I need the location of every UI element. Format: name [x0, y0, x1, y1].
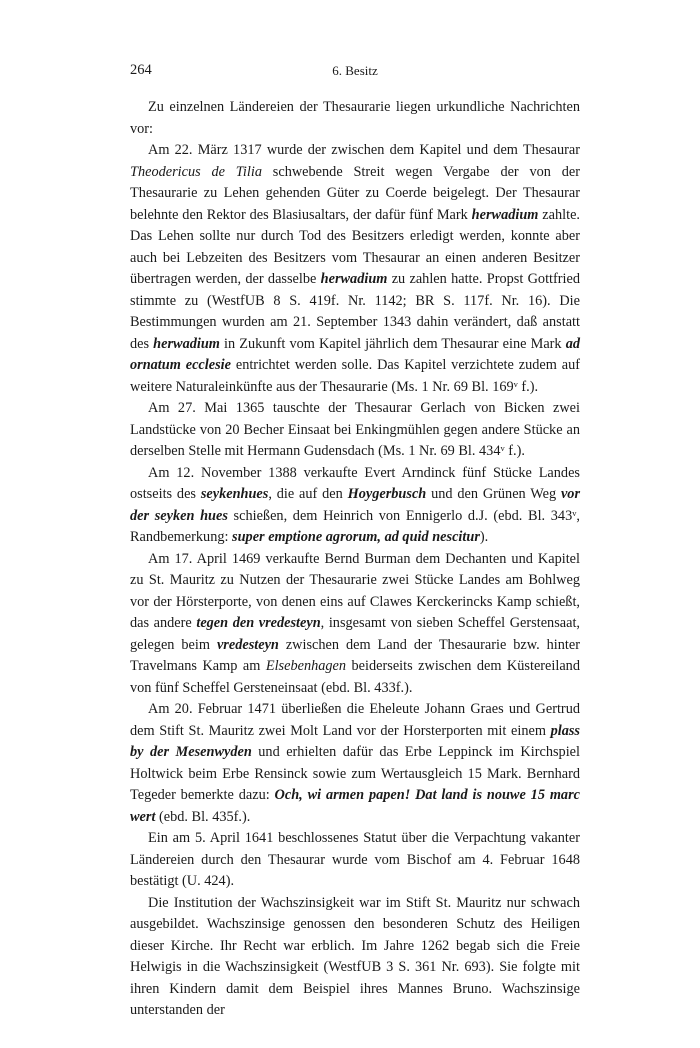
- text-run: Zu einzelnen Ländereien der Thesaurarie liegen urkundliche Nachrichten vor:: [130, 99, 580, 137]
- italic-phrase: vor der seyken hues: [130, 486, 581, 524]
- text-run: schießen, dem Heinrich von Ennigerlo d.J. (ebd. Bl. 343ᵛ, Randbemerkung:: [130, 507, 581, 545]
- paragraph: [130, 97, 580, 140]
- page-header: [130, 62, 580, 84]
- text-run: Am 22. März 1317 wurde der zwischen dem Kapitel und dem Thesaurar: [148, 142, 580, 158]
- text-run: Am 17. April 1469 verkaufte Bernd Burman dem Dechanten und Kapitel zu St. Mauritz zu Nutzen der Thesaurarie zwei Stücke Landes am Bohlweg vor der Hörsterporte, von denen eins auf Clawes Kerckerincks Kamp schießt, das andere: [130, 550, 580, 631]
- italic-phrase: herwadium: [153, 335, 220, 352]
- text-run: und erhielten dafür das Erbe Leppinck im Kirchspiel Holtwick beim Erbe Rensinck sowie zum Wertausgleich 15 Mark. Bernhard Tegeder bemerkte dazu:: [130, 744, 580, 803]
- paragraph: [130, 463, 580, 549]
- text-run: beiderseits zwischen dem Küstereiland von fünf Scheffel Gersteneinsaat (ebd. Bl. 433f.).: [130, 658, 580, 696]
- paragraph: [130, 398, 580, 463]
- text-run: , insgesamt von sieben Scheffel Gerstensaat, gelegen beim: [130, 615, 580, 653]
- paragraph: [130, 828, 580, 893]
- text-run: und den Grünen Weg: [426, 486, 561, 502]
- text-run: zu zahlen hatte. Propst Gottfried stimmte zu (WestfUB 8 S. 419f. Nr. 1142; BR S. 117f. Nr. 16). Die Bestimmungen wurden am 21. September 1343 dahin verändert, daß anstatt des: [130, 271, 580, 352]
- italic-phrase: Theodericus de Tilia: [130, 163, 262, 180]
- italic-phrase: herwadium: [320, 271, 388, 287]
- paragraph: [130, 549, 580, 700]
- italic-phrase: super emptione agrorum, ad quid nescitur: [232, 529, 480, 545]
- text-run: entrichtet werden solle. Das Kapitel verzichtete zudem auf weitere Naturaleinkünfte aus der Thesaurarie (Ms. 1 Nr. 69 Bl. 169ᵛ f.).: [130, 357, 580, 395]
- text-run: zahlte. Das Lehen sollte nur durch Tod des Besitzers erledigt werden, konnte aber auch bei Lebzeiten des Besitzers vom Thesaurar an einen anderen Besitzer übertragen werden, der dasselbe: [130, 206, 580, 287]
- page-number: 264: [130, 62, 152, 78]
- italic-phrase: vredesteyn: [216, 636, 279, 653]
- running-title: 6. Besitz: [332, 63, 378, 78]
- text-run: Ein am 5. April 1641 beschlossenes Statut über die Verpachtung vakanter Ländereien durch den Thesaurar wurde vom Bischof am 4. Februar 1648 bestätigt (U. 424).: [130, 830, 580, 889]
- text-run: , die auf den: [268, 486, 348, 502]
- text-run: Am 27. Mai 1365 tauschte der Thesaurar Gerlach von Bicken zwei Landstücke von 20 Becher Einsaat bei Enkingmühlen gegen andere Stücke an derselben Stelle mit Hermann Gudensdach (Ms. 1 Nr. 69 Bl. 434ᵛ f.).: [130, 400, 580, 459]
- text-run: ).: [479, 529, 489, 545]
- italic-phrase: Och, wi armen papen! Dat land is nouwe 15 marc wert: [130, 787, 580, 825]
- italic-phrase: herwadium: [471, 206, 539, 223]
- text-run: Die Institution der Wachszinsigkeit war im Stift St. Mauritz nur schwach ausgebildet. Wachszinsige genossen den besonderen Schutz des Heiligen dieser Kirche. Ihr Recht war erblich. Im Jahre 1262 begab sich die Freie Helwigis in die Wachszinsigkeit (WestfUB 3 S. 361 Nr. 693). Sie folgte mit ihren Kindern damit dem Beispiel ihres Mannes Bruno. Wachszinsige unterstanden der: [130, 894, 580, 1018]
- text-run: Am 12. November 1388 verkaufte Evert Arndinck fünf Stücke Landes ostseits des: [130, 464, 580, 502]
- paragraph: [130, 699, 580, 828]
- italic-phrase: seykenhues: [200, 486, 269, 502]
- text-run: schwebende Streit wegen Vergabe der von der Thesaurarie zu Lehen gehenden Güter zu Coerde beigelegt. Der Thesaurar belehnte den Rektor des Blasiusaltars, der dafür fünf Mark: [130, 163, 580, 223]
- italic-phrase: tegen den vredesteyn: [196, 615, 321, 631]
- italic-phrase: plass by der Mesenwyden: [130, 722, 580, 760]
- body-text: [130, 97, 580, 1022]
- text-run: in Zukunft vom Kapitel jährlich dem Thesaurar eine Mark: [219, 335, 566, 352]
- italic-phrase: ad ornatum ecclesie: [130, 335, 580, 373]
- italic-phrase: Hoygerbusch: [347, 486, 427, 502]
- text-run: (ebd. Bl. 435f.).: [155, 808, 251, 825]
- italic-phrase: Elsebenhagen: [265, 658, 347, 674]
- paragraph: [130, 140, 580, 398]
- text-run: zwischen dem Land der Thesaurarie bzw. hinter Travelmans Kamp am: [130, 636, 580, 674]
- text-run: Am 20. Februar 1471 überließen die Eheleute Johann Graes und Gertrud dem Stift St. Mauritz zwei Molt Land vor der Horsterporten mit einem: [130, 701, 580, 739]
- paragraph: [130, 893, 580, 1022]
